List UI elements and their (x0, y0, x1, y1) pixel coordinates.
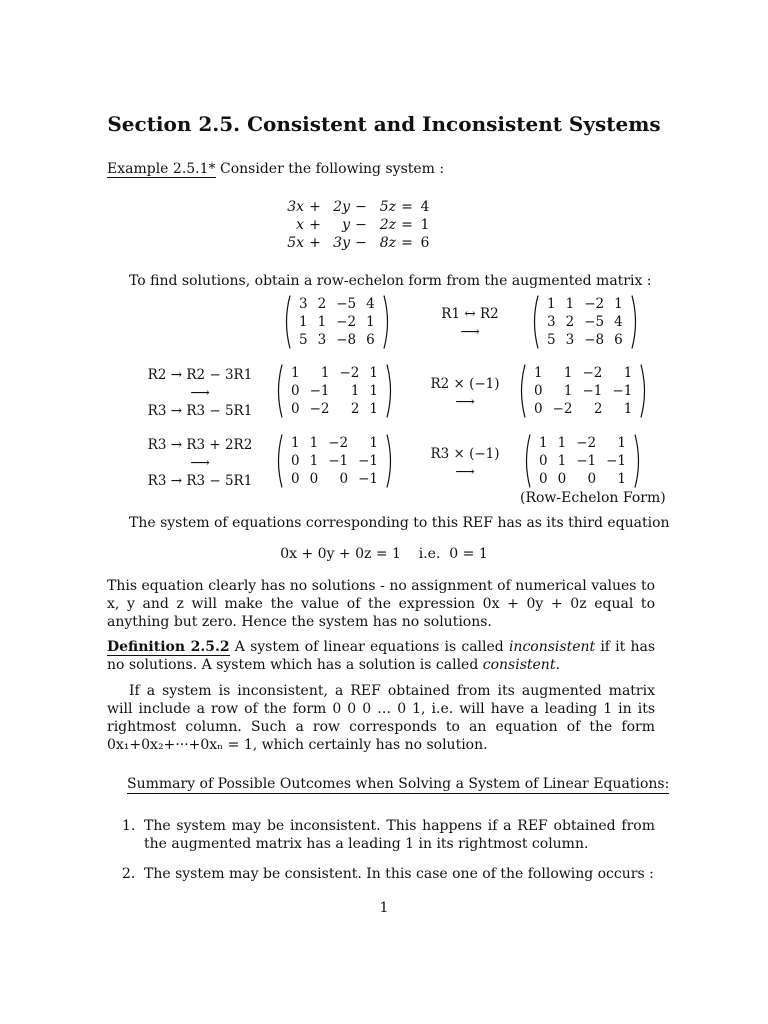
matrix-entry: 1 (369, 401, 378, 417)
matrix-entry: 1 (291, 435, 300, 451)
arrow: ⟶ (190, 385, 210, 401)
matrix-entry: 1 (309, 453, 319, 469)
matrix-entry: 2 (350, 401, 360, 417)
matrix-entry: 0 (291, 401, 300, 417)
third-equation: 0x + 0y + 0z = 1 i.e. 0 = 1 (280, 546, 488, 562)
equation-term: 5z (379, 199, 396, 215)
equation-term: 3y (333, 235, 350, 251)
equation-term: 4 (420, 199, 430, 215)
matrix-entry: 1 (623, 365, 633, 381)
definition-text-a: A system of linear equations is called (229, 639, 509, 655)
find-text: To find solutions, obtain a row-echelon form from the augmented matrix : (129, 273, 652, 289)
matrix-entry: −1 (358, 453, 378, 469)
no-solution-paragraph: This equation clearly has no solutions - no assignment of numerical values to x, y and z will make the value of the expression 0x + 0y + 0z equal to anything but zero. Hence the system has no solutions. (107, 578, 655, 630)
left-paren (517, 364, 526, 418)
definition-text-c: . (555, 657, 560, 673)
equation-term: 5x (287, 235, 304, 251)
arrow: ⟶ (460, 324, 480, 340)
matrix-entry: 4 (366, 296, 375, 312)
equation-term: 3x (287, 199, 304, 215)
definition-paragraph (107, 638, 655, 674)
example-line (107, 160, 444, 178)
op-r2neg (420, 375, 510, 411)
equation-row (282, 234, 432, 252)
matrix-entries (291, 295, 383, 349)
matrix-entry: 0 (339, 471, 349, 487)
matrix-ref (522, 434, 643, 488)
matrix-entry: 1 (309, 435, 319, 451)
list-item-text: The system may be consistent. In this case one of the following occurs : (144, 866, 654, 882)
op-r3neg (420, 445, 510, 481)
equation-term: = (401, 235, 413, 251)
matrix-entry: 1 (617, 471, 626, 487)
equation-term: 2y (333, 199, 350, 215)
matrix-entry: 0 (534, 383, 543, 399)
equation-term: 6 (420, 235, 430, 251)
op-r3b: R3 → R3 + 2R2 (147, 437, 253, 453)
matrix-entry: 0 (291, 383, 300, 399)
matrix-step-3 (517, 364, 649, 418)
matrix-entry: 1 (547, 296, 556, 312)
matrix-entry: 3 (317, 332, 327, 348)
matrix-entry: 1 (291, 365, 300, 381)
right-paren (631, 295, 640, 349)
matrix-entry: 1 (369, 383, 378, 399)
right-paren (386, 364, 395, 418)
matrix-entry: −2 (552, 401, 573, 417)
matrix-entry: −1 (606, 453, 626, 469)
matrix-entry: 1 (623, 401, 633, 417)
op-r3a: R3 → R3 − 5R1 (147, 403, 253, 419)
inconsistent-paragraph: If a system is inconsistent, a REF obtained from its augmented matrix will include a row of the form 0 0 0 … 0 1, i.e. will have a leading 1 in its rightmost column. Such a row corresponds to an equation of the form 0x₁+0x₂+···+0xₙ = 1, which certainly has no solution. (107, 683, 655, 753)
matrix-entry: −1 (576, 453, 597, 469)
list-item-text: The system may be inconsistent. This happens if a REF obtained from the augmented matrix has a leading 1 in its rightmost column. (144, 818, 655, 852)
equation-term: 1 (420, 217, 430, 233)
matrix-entry: −1 (309, 383, 330, 399)
matrix-entry: 1 (366, 314, 375, 330)
left-paren (274, 434, 283, 488)
matrix-entry: −8 (584, 332, 605, 348)
matrix-entry: −2 (336, 314, 357, 330)
matrix-entry: 3 (547, 314, 556, 330)
arrow: ⟶ (190, 455, 210, 471)
matrix-swapped (530, 295, 640, 349)
list-item-number: 2. (122, 866, 136, 882)
equation-system (282, 198, 432, 252)
definition-term-consistent: consistent (482, 657, 556, 673)
matrix-entry: 5 (547, 332, 556, 348)
matrix-entry: 6 (366, 332, 375, 348)
page-title: Section 2.5. Consistent and Inconsistent Systems (107, 112, 661, 136)
matrix-entry: −2 (576, 435, 597, 451)
matrix-entry: −2 (584, 296, 605, 312)
summary-heading: Summary of Possible Outcomes when Solving a System of Linear Equations: (127, 776, 670, 792)
equation-term: − (355, 199, 367, 215)
matrix-entry: −5 (584, 314, 605, 330)
matrix-entry: 1 (557, 453, 567, 469)
page-number: 1 (379, 900, 389, 916)
left-paren (274, 364, 283, 418)
matrix-entry: −2 (582, 365, 603, 381)
matrix-entry: 1 (563, 365, 573, 381)
matrix-entry: 0 (291, 471, 300, 487)
matrix-entry: 0 (539, 453, 548, 469)
equation-term: 2z (379, 217, 396, 233)
equation-term: = (401, 199, 413, 215)
op-r2a: R2 → R2 − 3R1 (147, 367, 253, 383)
op-r3neg-label: R3 × (−1) (430, 446, 500, 462)
example-label: Example 2.5.1* (107, 161, 216, 177)
op-r2neg-label: R2 × (−1) (430, 376, 500, 392)
equation-term: + (309, 217, 321, 233)
right-paren (634, 434, 643, 488)
list-item-number: 1. (122, 818, 136, 834)
ref-label: (Row-Echelon Form) (520, 490, 666, 506)
matrix-entry: 1 (369, 435, 378, 451)
matrix-entry: 3 (565, 332, 575, 348)
equation-term: − (355, 235, 367, 251)
left-paren (522, 434, 531, 488)
matrix-entry: 3 (299, 296, 308, 312)
matrix-entries (531, 434, 634, 488)
matrix-entry: 0 (587, 471, 597, 487)
matrix-original (282, 295, 392, 349)
matrix-entry: 0 (557, 471, 567, 487)
matrix-entry: 1 (317, 314, 327, 330)
equation-term: = (401, 217, 413, 233)
matrix-entry: 4 (614, 314, 623, 330)
matrix-entry: 0 (539, 471, 548, 487)
definition-label: Definition 2.5.2 (107, 639, 230, 655)
matrix-entry: −1 (582, 383, 603, 399)
equation-term: + (309, 199, 321, 215)
matrix-entry: 2 (593, 401, 603, 417)
matrix-entry: 1 (320, 365, 330, 381)
matrix-entry: 6 (614, 332, 623, 348)
matrix-entry: 1 (617, 435, 626, 451)
matrix-step-4 (274, 434, 395, 488)
list-item (122, 865, 655, 883)
outcomes-list (122, 817, 655, 883)
left-paren (282, 295, 291, 349)
matrix-entries (283, 364, 386, 418)
right-paren (640, 364, 649, 418)
matrix-entry: 1 (563, 383, 573, 399)
ref-text: The system of equations corresponding to this REF has as its third equation (129, 515, 670, 531)
matrix-entry: 1 (565, 296, 575, 312)
equation-row (282, 198, 432, 216)
matrix-entry: −2 (309, 401, 330, 417)
matrix-entries (283, 434, 386, 488)
right-paren (383, 295, 392, 349)
matrix-entry: −1 (612, 383, 633, 399)
op-elim-1 (140, 366, 260, 420)
matrix-entry: 1 (369, 365, 378, 381)
matrix-entry: 0 (534, 401, 543, 417)
matrix-entry: −5 (336, 296, 357, 312)
matrix-entries (526, 364, 640, 418)
list-item (122, 817, 655, 853)
matrix-entry: 1 (299, 314, 308, 330)
op-swap (425, 305, 515, 341)
matrix-entry: 5 (299, 332, 308, 348)
arrow: ⟶ (455, 464, 475, 480)
matrix-entry: 1 (350, 383, 360, 399)
equation-term: x (296, 217, 304, 233)
matrix-entry: 1 (539, 435, 548, 451)
matrix-entry: −2 (328, 435, 349, 451)
equation-term: − (355, 217, 367, 233)
matrix-step-2 (274, 364, 395, 418)
equation-term: 8z (379, 235, 396, 251)
matrix-entries (539, 295, 631, 349)
right-paren (386, 434, 395, 488)
op-elim-2 (140, 436, 260, 490)
equation-row (282, 216, 432, 234)
matrix-entry: 1 (614, 296, 623, 312)
arrow: ⟶ (455, 394, 475, 410)
left-paren (530, 295, 539, 349)
equation-term: + (309, 235, 321, 251)
definition-text-b: if it has no solutions. A system which has a solution is called (107, 639, 655, 673)
matrix-entry: −2 (339, 365, 360, 381)
op-r3c: R3 → R3 − 5R1 (147, 473, 253, 489)
matrix-entry: −1 (358, 471, 378, 487)
matrix-entry: 1 (534, 365, 543, 381)
matrix-entry: 1 (557, 435, 567, 451)
matrix-entry: 0 (291, 453, 300, 469)
matrix-entry: 2 (317, 296, 327, 312)
matrix-entry: −8 (336, 332, 357, 348)
op-swap-label: R1 ↔ R2 (441, 306, 499, 322)
equation-term: y (342, 217, 350, 233)
matrix-entry: 2 (565, 314, 575, 330)
matrix-entry: 0 (309, 471, 319, 487)
example-intro: Consider the following system : (220, 161, 445, 177)
definition-term-inconsistent: inconsistent (508, 639, 596, 655)
matrix-entry: −1 (328, 453, 349, 469)
